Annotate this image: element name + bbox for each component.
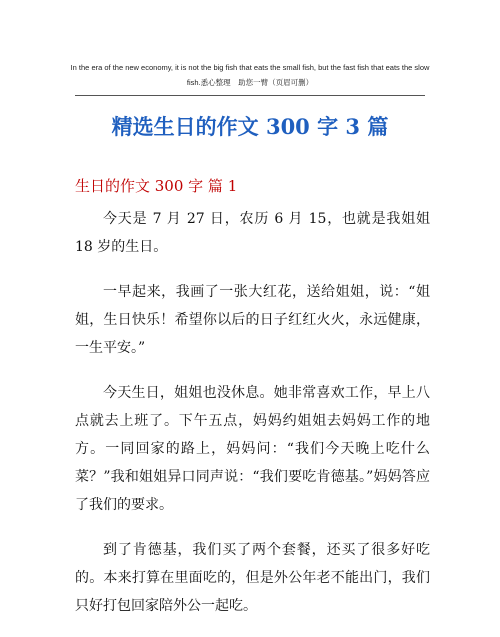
paragraph: 一早起来，我画了一张大红花，送给姐姐，说：“姐姐，生日快乐！希望你以后的日子红红火火，永远健康，一生平安。” [75, 284, 430, 356]
section-heading: 生日的作文 300 字 篇 1 [75, 177, 238, 195]
header-line-1: In the era of the new economy, it is not the big fish that eats the small fish, but the fast fish that eats the slow [70, 63, 430, 72]
header-line-2: fish.悉心整理 助您一臂（页眉可删） [186, 78, 314, 87]
paragraph: 今天生日，姐姐也没休息。她非常喜欢工作，早上八点就去上班了。下午五点，妈妈约姐姐去妈妈工作的地方。一同回家的路上，妈妈问：“我们今天晚上吃什么菜？”我和姐姐异口同声说：“我们要吃肯德基。”妈妈答应了我们的要求。 [75, 385, 430, 513]
header-divider [75, 95, 425, 96]
page-header [70, 60, 430, 90]
document-title: 精选生日的作文 300 字 3 篇 [111, 114, 389, 139]
paragraph: 到了肯德基，我们买了两个套餐，还买了很多好吃的。本来打算在里面吃的，但是外公年老不能出门，我们只好打包回家陪外公一起吃。 [75, 542, 430, 614]
paragraph: 今天是 7 月 27 日，农历 6 月 15，也就是我姐姐 18 岁的生日。 [75, 211, 430, 255]
document-body [75, 205, 430, 637]
